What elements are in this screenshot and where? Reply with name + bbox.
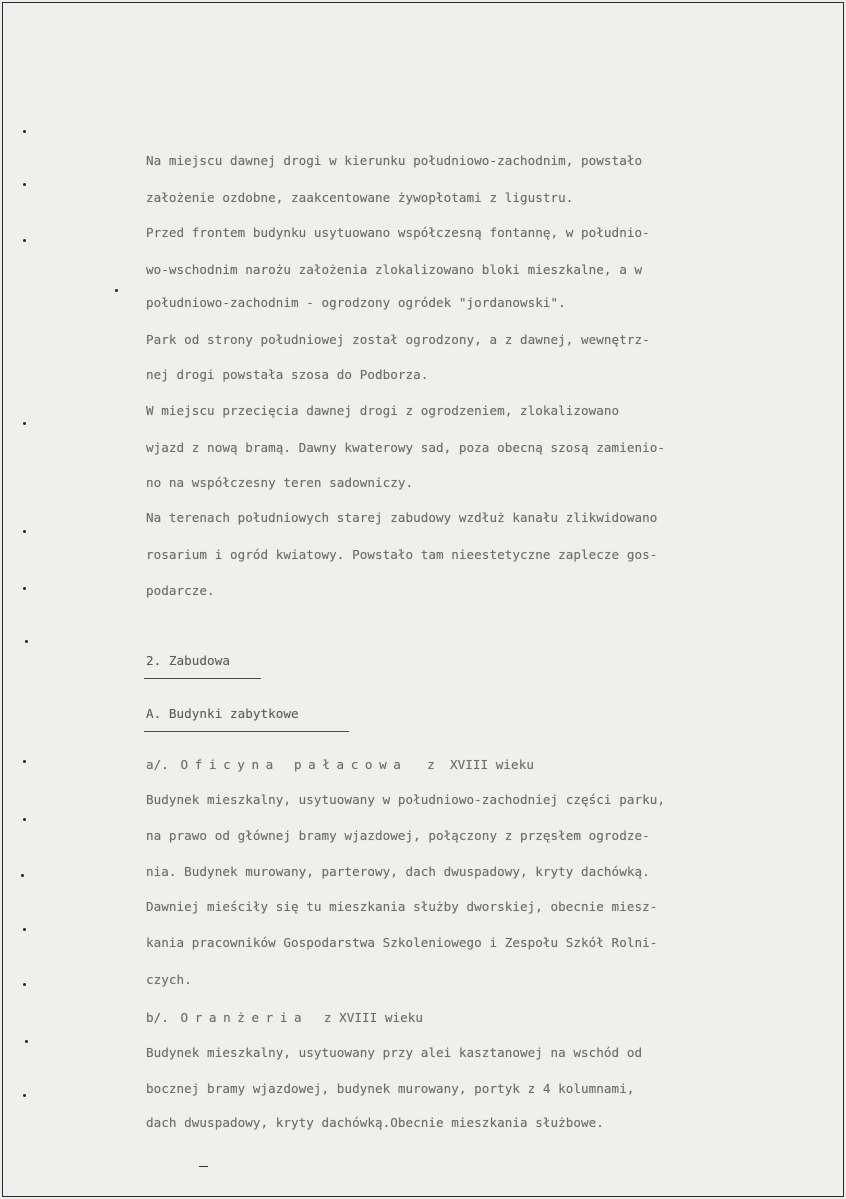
margin-dot bbox=[115, 289, 118, 292]
margin-dot bbox=[25, 1040, 28, 1043]
item-b-name: Oranżeria bbox=[180, 1010, 309, 1025]
body-text-line: rosarium i ogród kwiatowy. Powstało tam nieestetyczne zaplecze gos- bbox=[146, 547, 658, 562]
margin-dot bbox=[21, 874, 24, 877]
item-b-text-line: Budynek mieszkalny, usytuowany przy alei kasztanowej na wschód od bbox=[146, 1045, 643, 1060]
item-b-suffix: z XVIII wieku bbox=[323, 1010, 424, 1025]
item-b-prefix: b/. bbox=[146, 1010, 169, 1025]
body-text-line: W miejscu przecięcia dawnej drogi z ogrodzeniem, zlokalizowano bbox=[146, 403, 620, 418]
body-text-line: wo-wschodnim narożu założenia zlokalizowano bloki mieszkalne, a w bbox=[146, 262, 643, 277]
margin-dot bbox=[23, 818, 26, 821]
item-a-text-line: Budynek mieszkalny, usytuowany w południowo-zachodniej części parku, bbox=[146, 792, 665, 807]
margin-dot bbox=[23, 983, 26, 986]
item-a-text-line: na prawo od głównej bramy wjazdowej, połączony z przęsłem ogrodze- bbox=[146, 828, 650, 843]
item-a-text-line: Dawniej mieściły się tu mieszkania służby dworskiej, obecnie miesz- bbox=[146, 899, 658, 914]
margin-dot bbox=[23, 928, 26, 931]
body-text-line: założenie ozdobne, zaakcentowane żywopłotami z ligustru. bbox=[146, 190, 574, 205]
page-mark bbox=[199, 1166, 208, 1167]
margin-dot bbox=[23, 587, 26, 590]
body-text-line: nej drogi powstała szosa do Podborza. bbox=[146, 367, 429, 382]
item-a-suffix: z XVIII wieku bbox=[427, 757, 534, 772]
subsection-heading: A. Budynki zabytkowe bbox=[146, 706, 299, 721]
margin-dot bbox=[23, 422, 26, 425]
margin-dot bbox=[23, 239, 26, 242]
subsection-heading-underline bbox=[144, 731, 349, 732]
item-b-heading bbox=[146, 1009, 846, 1027]
body-text-line: Na terenach południowych starej zabudowy wzdłuż kanału zlikwidowano bbox=[146, 510, 658, 525]
margin-dot bbox=[25, 640, 28, 643]
item-b-text-line: bocznej bramy wjazdowej, budynek murowany, portyk z 4 kolumnami, bbox=[146, 1081, 635, 1096]
body-text-line: podarcze. bbox=[146, 583, 215, 598]
margin-dot bbox=[23, 130, 26, 133]
margin-dot bbox=[23, 183, 26, 186]
item-a-name: Oficyna pałacowa bbox=[180, 757, 408, 772]
item-b-text-line: dach dwuspadowy, kryty dachówką.Obecnie mieszkania służbowe. bbox=[146, 1115, 604, 1130]
body-text-line: Park od strony południowej został ogrodzony, a z dawnej, wewnętrz- bbox=[146, 332, 650, 347]
margin-dot bbox=[23, 760, 26, 763]
body-text-line: no na współczesny teren sadowniczy. bbox=[146, 475, 414, 490]
body-text-line: południowo-zachodnim - ogrodzony ogródek "jordanowski". bbox=[146, 295, 566, 310]
body-text-line: Przed frontem budynku usytuowano współczesną fontannę, w południo- bbox=[146, 225, 650, 240]
item-a-text-line: czych. bbox=[146, 972, 192, 987]
margin-dot bbox=[23, 1094, 26, 1097]
section-heading: 2. Zabudowa bbox=[146, 653, 230, 668]
body-text-line: Na miejscu dawnej drogi w kierunku południowo-zachodnim, powstało bbox=[146, 153, 643, 168]
section-heading-underline bbox=[144, 678, 261, 679]
item-a-text-line: kania pracowników Gospodarstwa Szkoleniowego i Zespołu Szkół Rolni- bbox=[146, 935, 658, 950]
margin-dot bbox=[23, 530, 26, 533]
item-a-prefix: a/. bbox=[146, 757, 169, 772]
body-text-line: wjazd z nową bramą. Dawny kwaterowy sad, poza obecną szosą zamienio- bbox=[146, 440, 665, 455]
item-a-heading bbox=[146, 756, 846, 774]
item-a-text-line: nia. Budynek murowany, parterowy, dach dwuspadowy, kryty dachówką. bbox=[146, 864, 650, 879]
